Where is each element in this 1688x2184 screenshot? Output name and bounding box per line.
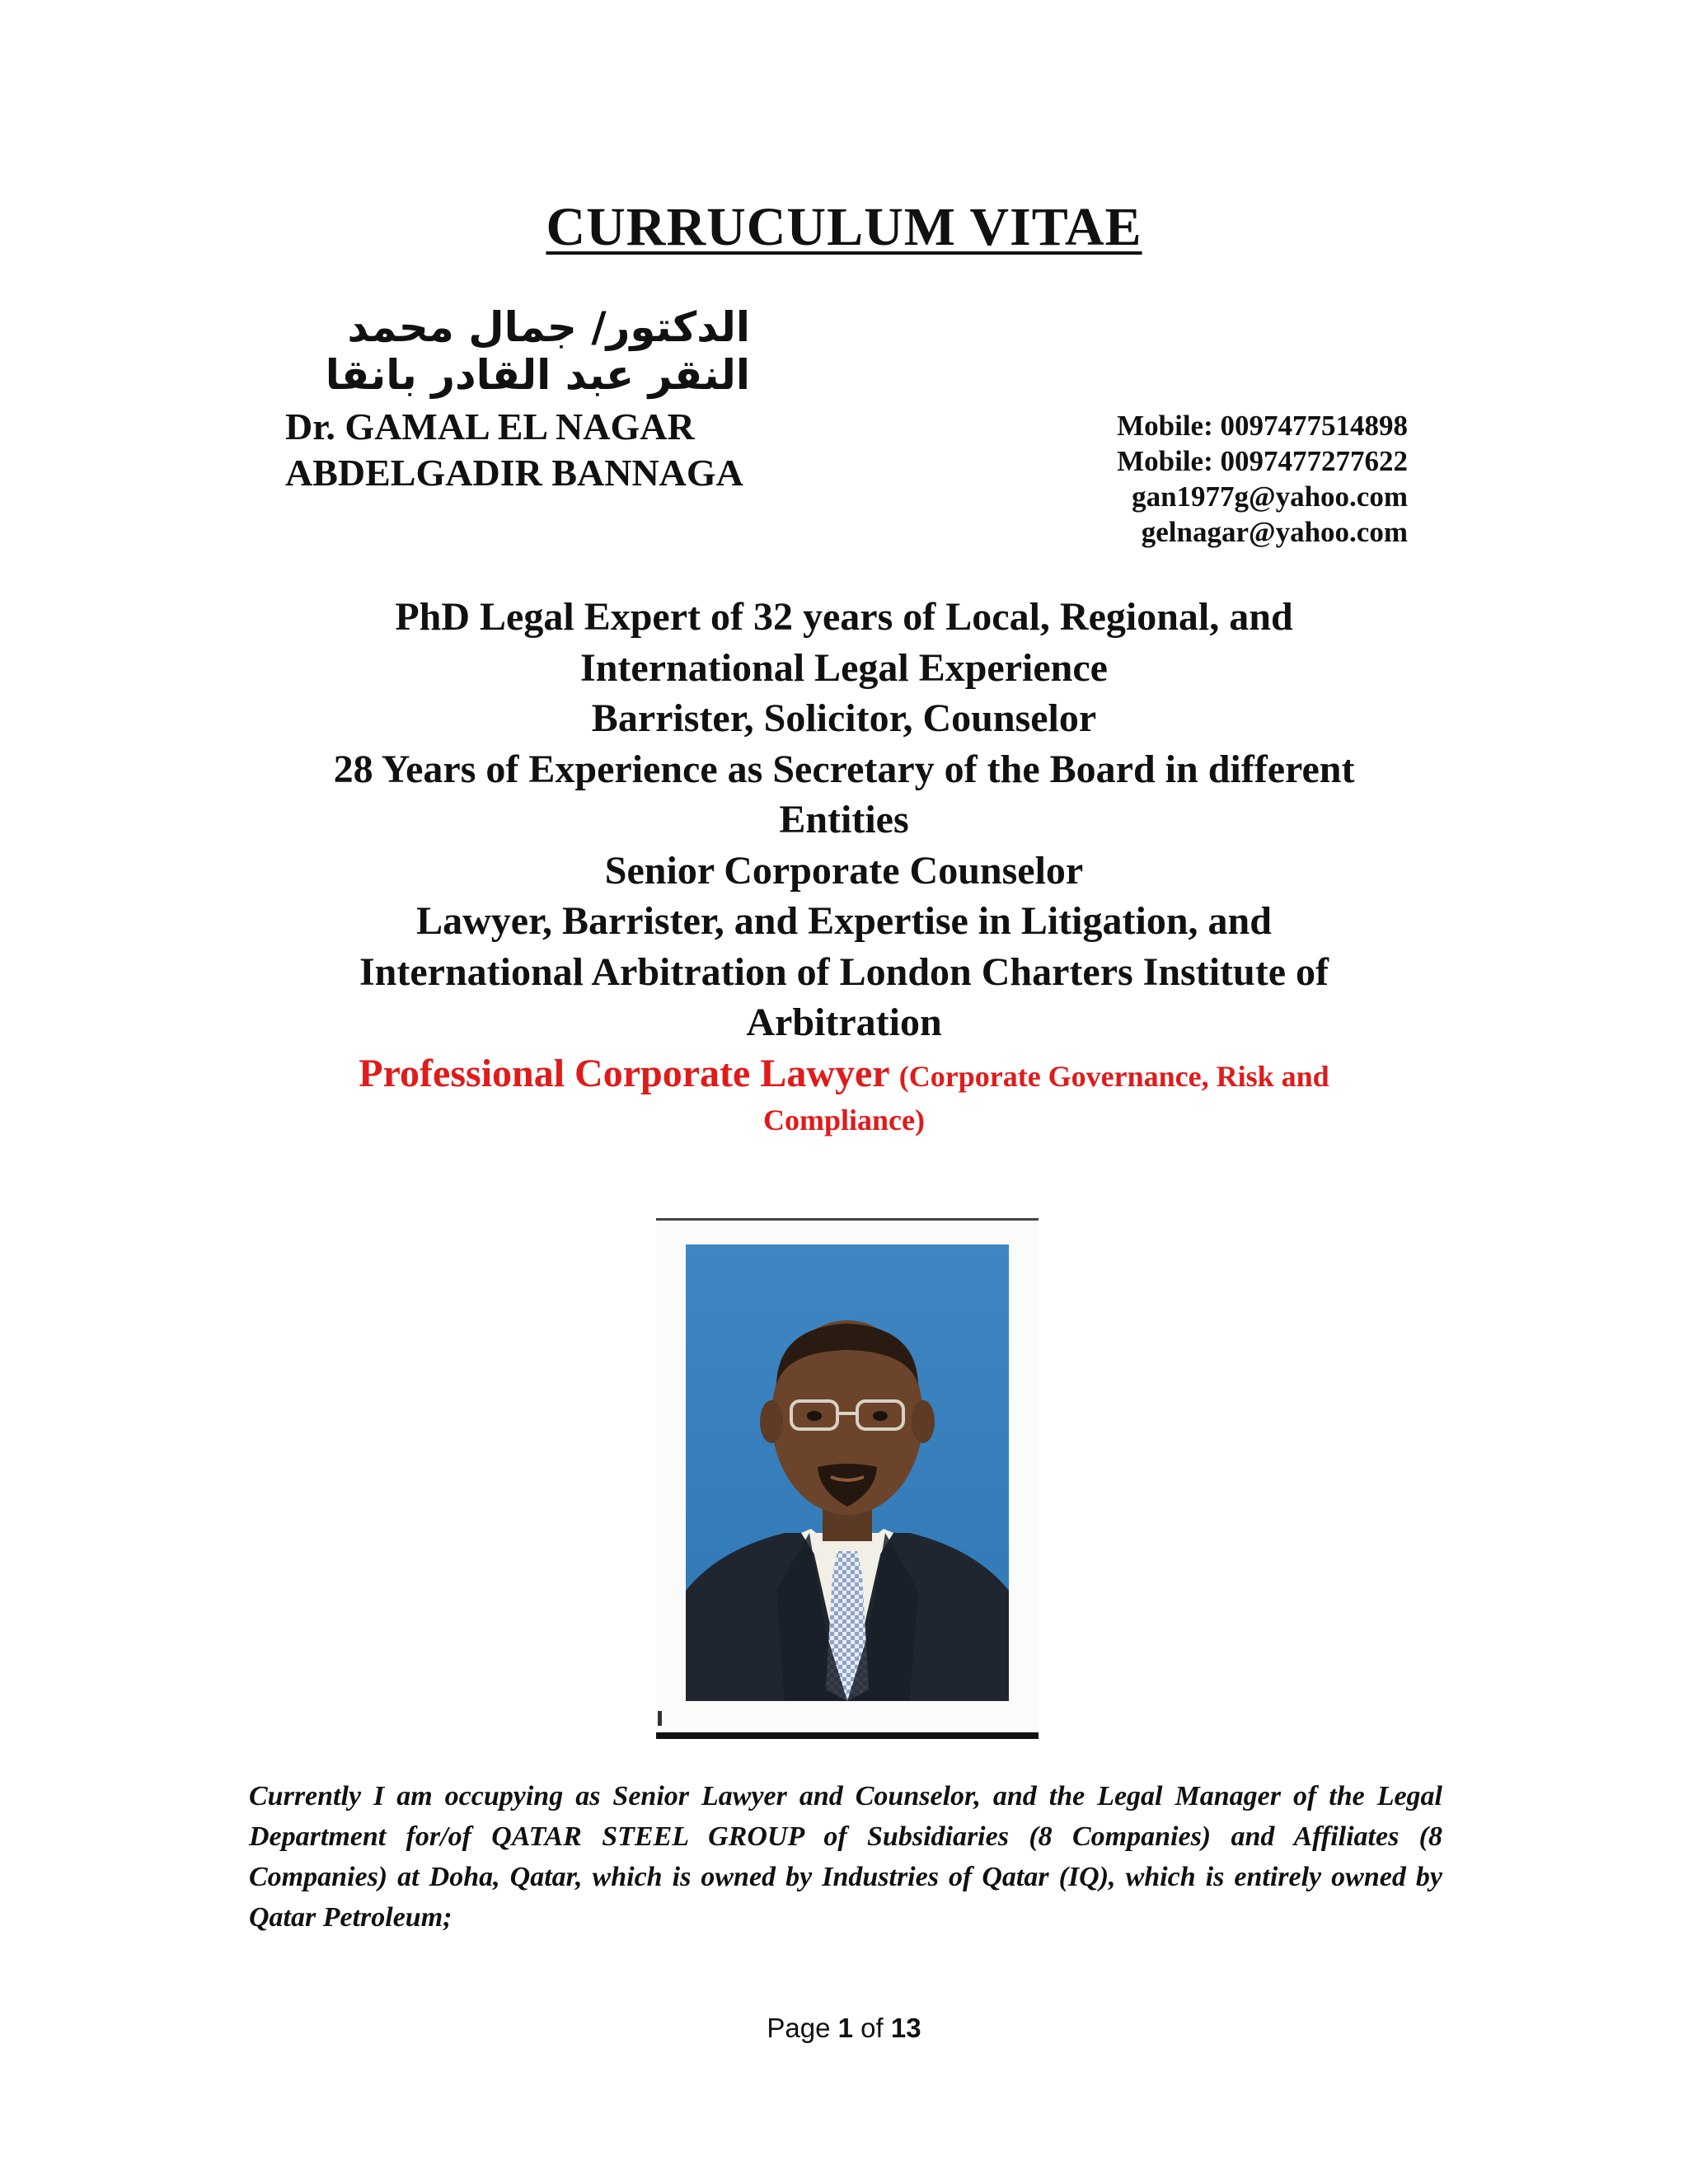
headline-line-7: Lawyer, Barrister, and Expertise in Litigation, and bbox=[416, 899, 1272, 943]
headline-line-2: International Legal Experience bbox=[580, 645, 1108, 690]
highlight-sub-a: (Corporate Governance, Risk and bbox=[898, 1059, 1329, 1093]
headline-line-4: 28 Years of Experience as Secretary of the Board in different bbox=[333, 747, 1355, 791]
cv-title: CURRUCULUM VITAE bbox=[546, 197, 1142, 257]
photo-mark bbox=[658, 1711, 662, 1726]
footer-middle: of bbox=[860, 2013, 884, 2043]
page-footer bbox=[0, 2013, 1688, 2044]
mobile-2: Mobile: 0097477277622 bbox=[1117, 445, 1408, 477]
portrait-illustration bbox=[686, 1244, 1009, 1701]
highlight-line bbox=[239, 1048, 1449, 1103]
mobile-1: Mobile: 0097477514898 bbox=[1117, 410, 1408, 442]
headline-line-8: International Arbitration of London Charters Institute of bbox=[359, 949, 1329, 994]
photo-bottom-border bbox=[656, 1732, 1039, 1739]
arabic-name: الدكتور/ جمال محمد النقر عبد القادر بانقا bbox=[325, 303, 750, 399]
footer-current-page: 1 bbox=[837, 2013, 853, 2043]
headline-line-3: Barrister, Solicitor, Counselor bbox=[591, 696, 1097, 740]
name-line-1: Dr. GAMAL EL NAGAR bbox=[285, 405, 695, 448]
email-1: gan1977g@yahoo.com bbox=[1132, 480, 1408, 513]
contact-block bbox=[1117, 408, 1408, 550]
highlight-main: Professional Corporate Lawyer bbox=[359, 1051, 889, 1095]
headline-line-6: Senior Corporate Counselor bbox=[604, 848, 1084, 893]
photo-top-border bbox=[656, 1218, 1039, 1221]
professional-headline bbox=[239, 592, 1449, 1138]
portrait-photo bbox=[656, 1218, 1039, 1739]
footer-total-pages: 13 bbox=[890, 2013, 921, 2043]
highlight-sub-b: Compliance) bbox=[763, 1104, 925, 1137]
candidate-name bbox=[285, 404, 743, 496]
footer-prefix: Page bbox=[767, 2013, 831, 2043]
intro-paragraph: Currently I am occupying as Senior Lawyer and Counselor, and the Legal Manager of the Legal Department for/of QATAR STEEL GROUP of Subsidiaries (8 Companies) and Affiliates (8 Companies) at Doha, Qatar, which is owned by Industries of Qatar (IQ), which is entirely owned by Qatar Petroleum; bbox=[249, 1781, 1442, 1933]
headline-line-5: Entities bbox=[779, 798, 909, 841]
name-line-2: ABDELGADIR BANNAGA bbox=[285, 452, 743, 494]
headline-line-9: Arbitration bbox=[746, 1001, 942, 1044]
headline-line-1: PhD Legal Expert of 32 years of Local, Regional, and bbox=[395, 595, 1293, 639]
email-2: gelnagar@yahoo.com bbox=[1141, 516, 1408, 548]
